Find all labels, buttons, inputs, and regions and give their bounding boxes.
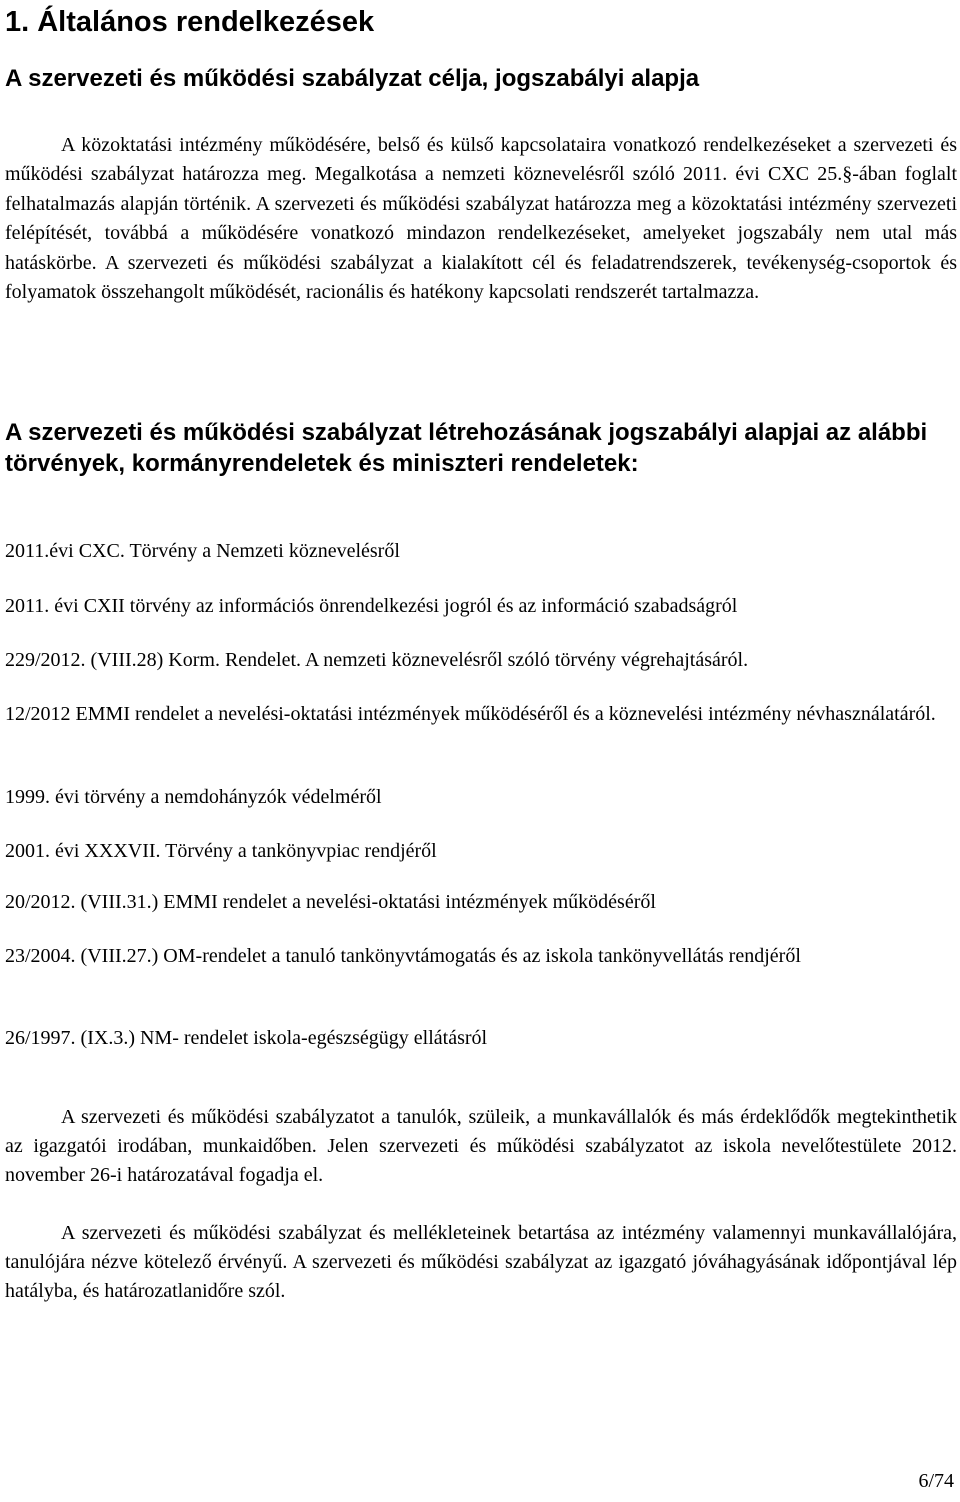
law-item: 2001. évi XXXVII. Törvény a tankönyvpiac rendjéről [5,840,437,862]
validity-paragraph: A szervezeti és működési szabályzat és mellékleteinek betartása az intézmény valamennyi munkavállalójára, tanulójára nézve kötelező érvényű. A szervezeti és működési szabályzat az igazgató jóváhagyásának időpontjával lép hatályba, és határozatlanidőre szól. [5,1222,957,1302]
access-paragraph: A szervezeti és működési szabályzatot a tanulók, szüleik, a munkavállalók és más érdeklődők megtekinthetik az igazgatói irodában, munkaidőben. Jelen szervezeti és működési szabályzatot az iskola nevelőtestülete 2012. november 26-i határozatával fogadja el. [5,1106,957,1186]
subsection-heading: A szervezeti és működési szabályzat célja, jogszabályi alapja [5,65,700,92]
law-item: 2011.évi CXC. Törvény a Nemzeti köznevelésről [5,540,400,562]
law-item: 20/2012. (VIII.31.) EMMI rendelet a nevelési-oktatási intézmények működéséről [5,891,656,913]
law-item: 12/2012 EMMI rendelet a nevelési-oktatási intézmények működéséről és a köznevelési intézmény névhasználatáról. [5,703,936,725]
law-item: 23/2004. (VIII.27.) OM-rendelet a tanuló tankönyvtámogatás és az iskola tankönyvellátás rendjéről [5,945,801,967]
law-item: 1999. évi törvény a nemdohányzók védelméről [5,786,382,808]
law-item: 2011. évi CXII törvény az információs önrendelkezési jogról és az információ szabadságról [5,595,738,617]
legal-basis-heading: A szervezeti és működési szabályzat létrehozásának jogszabályi alapjai az alábbi törvények, kormányrendeletek és miniszteri rendeletek: [5,419,928,477]
intro-paragraph: A közoktatási intézmény működésére, belső és külső kapcsolataira vonatkozó rendelkezéseket a szervezeti és működési szabályzat határozza meg. Megalkotása a nemzeti köznevelésről szóló 2011. évi CXC 25.§-ában foglalt felhatalmazás alapján történik. A szervezeti és működési szabályzat határozza meg a közoktatási intézmény szervezeti felépítését, továbbá a működésére vonatkozó mindazon rendelkezéseket, amelyeket jogszabály nem utal más hatáskörbe. A szervezeti és működési szabályzat a kialakított cél és feladatrendszerek, tevékenység-csoportok és folyamatok összehangolt működését, racionális és hatékony kapcsolati rendszerét tartalmazza. [5,134,957,304]
law-item: 229/2012. (VIII.28) Korm. Rendelet. A nemzeti köznevelésről szóló törvény végrehajtásáról. [5,649,749,671]
section-heading: 1. Általános rendelkezések [5,6,375,38]
page-number: 6/74 [918,1470,954,1492]
law-item: 26/1997. (IX.3.) NM- rendelet iskola-egészségügy ellátásról [5,1027,488,1049]
